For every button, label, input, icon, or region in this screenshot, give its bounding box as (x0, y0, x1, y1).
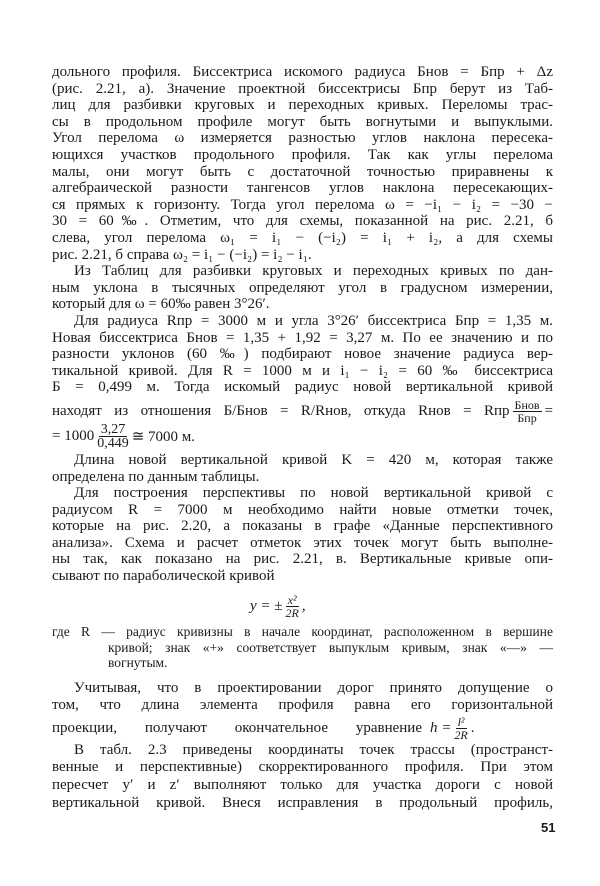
text-line: разности уклонов (60 ‰) подбирают новое значение радиуса вер- (52, 346, 553, 363)
equals-sign: = (544, 402, 553, 419)
formula-tail: . (470, 719, 475, 736)
text-line: определена по данным таблицы. (52, 468, 260, 485)
text-line: слева, угол перелома ω₁ = i₁ − (−i₂) = i₁ + i₂, а для схемы (52, 230, 553, 246)
result-line (52, 421, 196, 451)
fraction (97, 423, 129, 450)
page-number: 51 (541, 820, 556, 835)
text-line: ющихся участков продольного профиля. Так как углы перелома (52, 147, 553, 163)
text-line: Для радиуса Rпр = 3000 м и угла 3°26′ биссектриса Бпр = 1,35 м. (74, 313, 553, 329)
fraction-numerator: 3,27 (100, 421, 126, 437)
text-line: рис. 2.21, б справа ω₂ = i₁ − (−i₂) = i₂ − i₁. (52, 246, 312, 263)
text-line: кривой; знак «+» соответствует выпуклым кривым, знак «—» — (108, 640, 553, 655)
result-tail: ≅ 7000 м. (131, 428, 196, 445)
text-line: Б = 0,499 м. Тогда искомый радиус новой вертикальной кривой (52, 379, 553, 396)
fraction (513, 399, 542, 424)
text-line: Угол перелома ω измеряется разностью углов наклона пересека- (52, 130, 553, 147)
projection-text: проекции, получают окончательное уравнение (52, 719, 422, 736)
text-line: ся прямых к горизонту. Тогда угол перелома ω = −i₁ − i₂ = −30 − (52, 196, 553, 213)
text-line: сывают по параболической кривой (52, 567, 275, 584)
text-line: тикальной кривой. Для R = 1000 м и i₁ − i₂ = 60 ‰ биссектриса (52, 362, 553, 379)
formula-lead: y = ± (250, 597, 283, 614)
formula-tail: , (301, 597, 306, 614)
parabola-formula (250, 593, 306, 619)
text-line: радиусом R = 7000 м необходимо найти новые отметки точек, (52, 501, 553, 518)
result-lead: = 1000 (52, 427, 95, 444)
text-line: алгебраической разности тангенсов углов наклона пересекающих- (52, 180, 553, 197)
formula-lead: h = (430, 719, 452, 736)
text-line: вогнутым. (108, 655, 168, 670)
fraction-denominator: 2R (285, 605, 299, 620)
text-line: лиц для разбивки круговых и переходных кривых. Переломы трас- (52, 97, 553, 114)
text-line: который для ω = 60‰ равен 3°26′. (52, 296, 270, 313)
ratio-line (52, 397, 553, 425)
fraction-numerator: Бнов (514, 397, 540, 412)
fraction-denominator: Бпр (517, 410, 537, 425)
text-line: Из Таблиц для разбивки круговых и переходных кривых по дан- (74, 263, 553, 280)
fraction (454, 716, 467, 741)
text-line: ны так, как показано на рис. 2.21, в. Вертикальные кривые опи- (52, 551, 553, 567)
text-line: сы в продольном профиле могут быть вогнутыми и выпуклыми. (52, 113, 553, 130)
fraction-numerator: l² (457, 714, 465, 729)
fraction-denominator: 2R (454, 727, 468, 742)
text-line: Для построения перспективы по новой вертикальной кривой с (74, 485, 553, 501)
fraction (286, 594, 299, 619)
text-line: Новая биссектриса Бнов = 1,35 + 1,92 = 3,27 м. По ее значению и по (52, 329, 553, 346)
text-line: (рис. 2.21, а). Значение проектной биссектрисы Бпр берут из Таб- (52, 80, 553, 97)
fraction-denominator: 0,449 (97, 435, 129, 451)
text-line: венные и перспективные) скорректированного профиля. При этом (52, 759, 553, 775)
text-line: В табл. 2.3 приведены координаты точек трассы (пространст- (74, 742, 553, 758)
text-line: Учитывая, что в проектировании дорог принято допущение о (74, 680, 553, 696)
projection-line (52, 716, 474, 740)
text-line: том, что длина элемента профиля равна его горизонтальной (52, 697, 553, 713)
text-line: 30 = 60‰. Отметим, что для схемы, показанной на рис. 2.21, б (52, 213, 553, 230)
fraction-numerator: x² (287, 592, 297, 607)
text-line: которые на рис. 2.20, а показаны в графе «Данные перспективного (52, 518, 553, 534)
ratio-text: находят из отношения Б/Бнов = R/Rнов, откуда Rнов = Rпр (52, 402, 510, 419)
text-line: Длина новой вертикальной кривой K = 420 м, которая также (74, 452, 553, 468)
text-line: вертикальной кривой. Внеся исправления в продольный профиль, (52, 795, 553, 811)
text-line: дольного профиля. Биссектриса искомого радиуса Бнов = Бпр + Δz (52, 64, 553, 80)
text-line: пересчет y′ и z′ выполняют только для участка дороги с новой (52, 777, 553, 793)
text-line: анализа». Схема и расчет отметок этих точек могут быть выполне- (52, 534, 553, 551)
text-line: где R — радиус кривизны в начале координат, расположенном в вершине (52, 624, 553, 639)
text-line: ным уклона в тысячных определяют угол в градусном измерении, (52, 279, 553, 296)
text-line: малы, они могут быть с достаточной точностью приравнены к (52, 163, 553, 180)
